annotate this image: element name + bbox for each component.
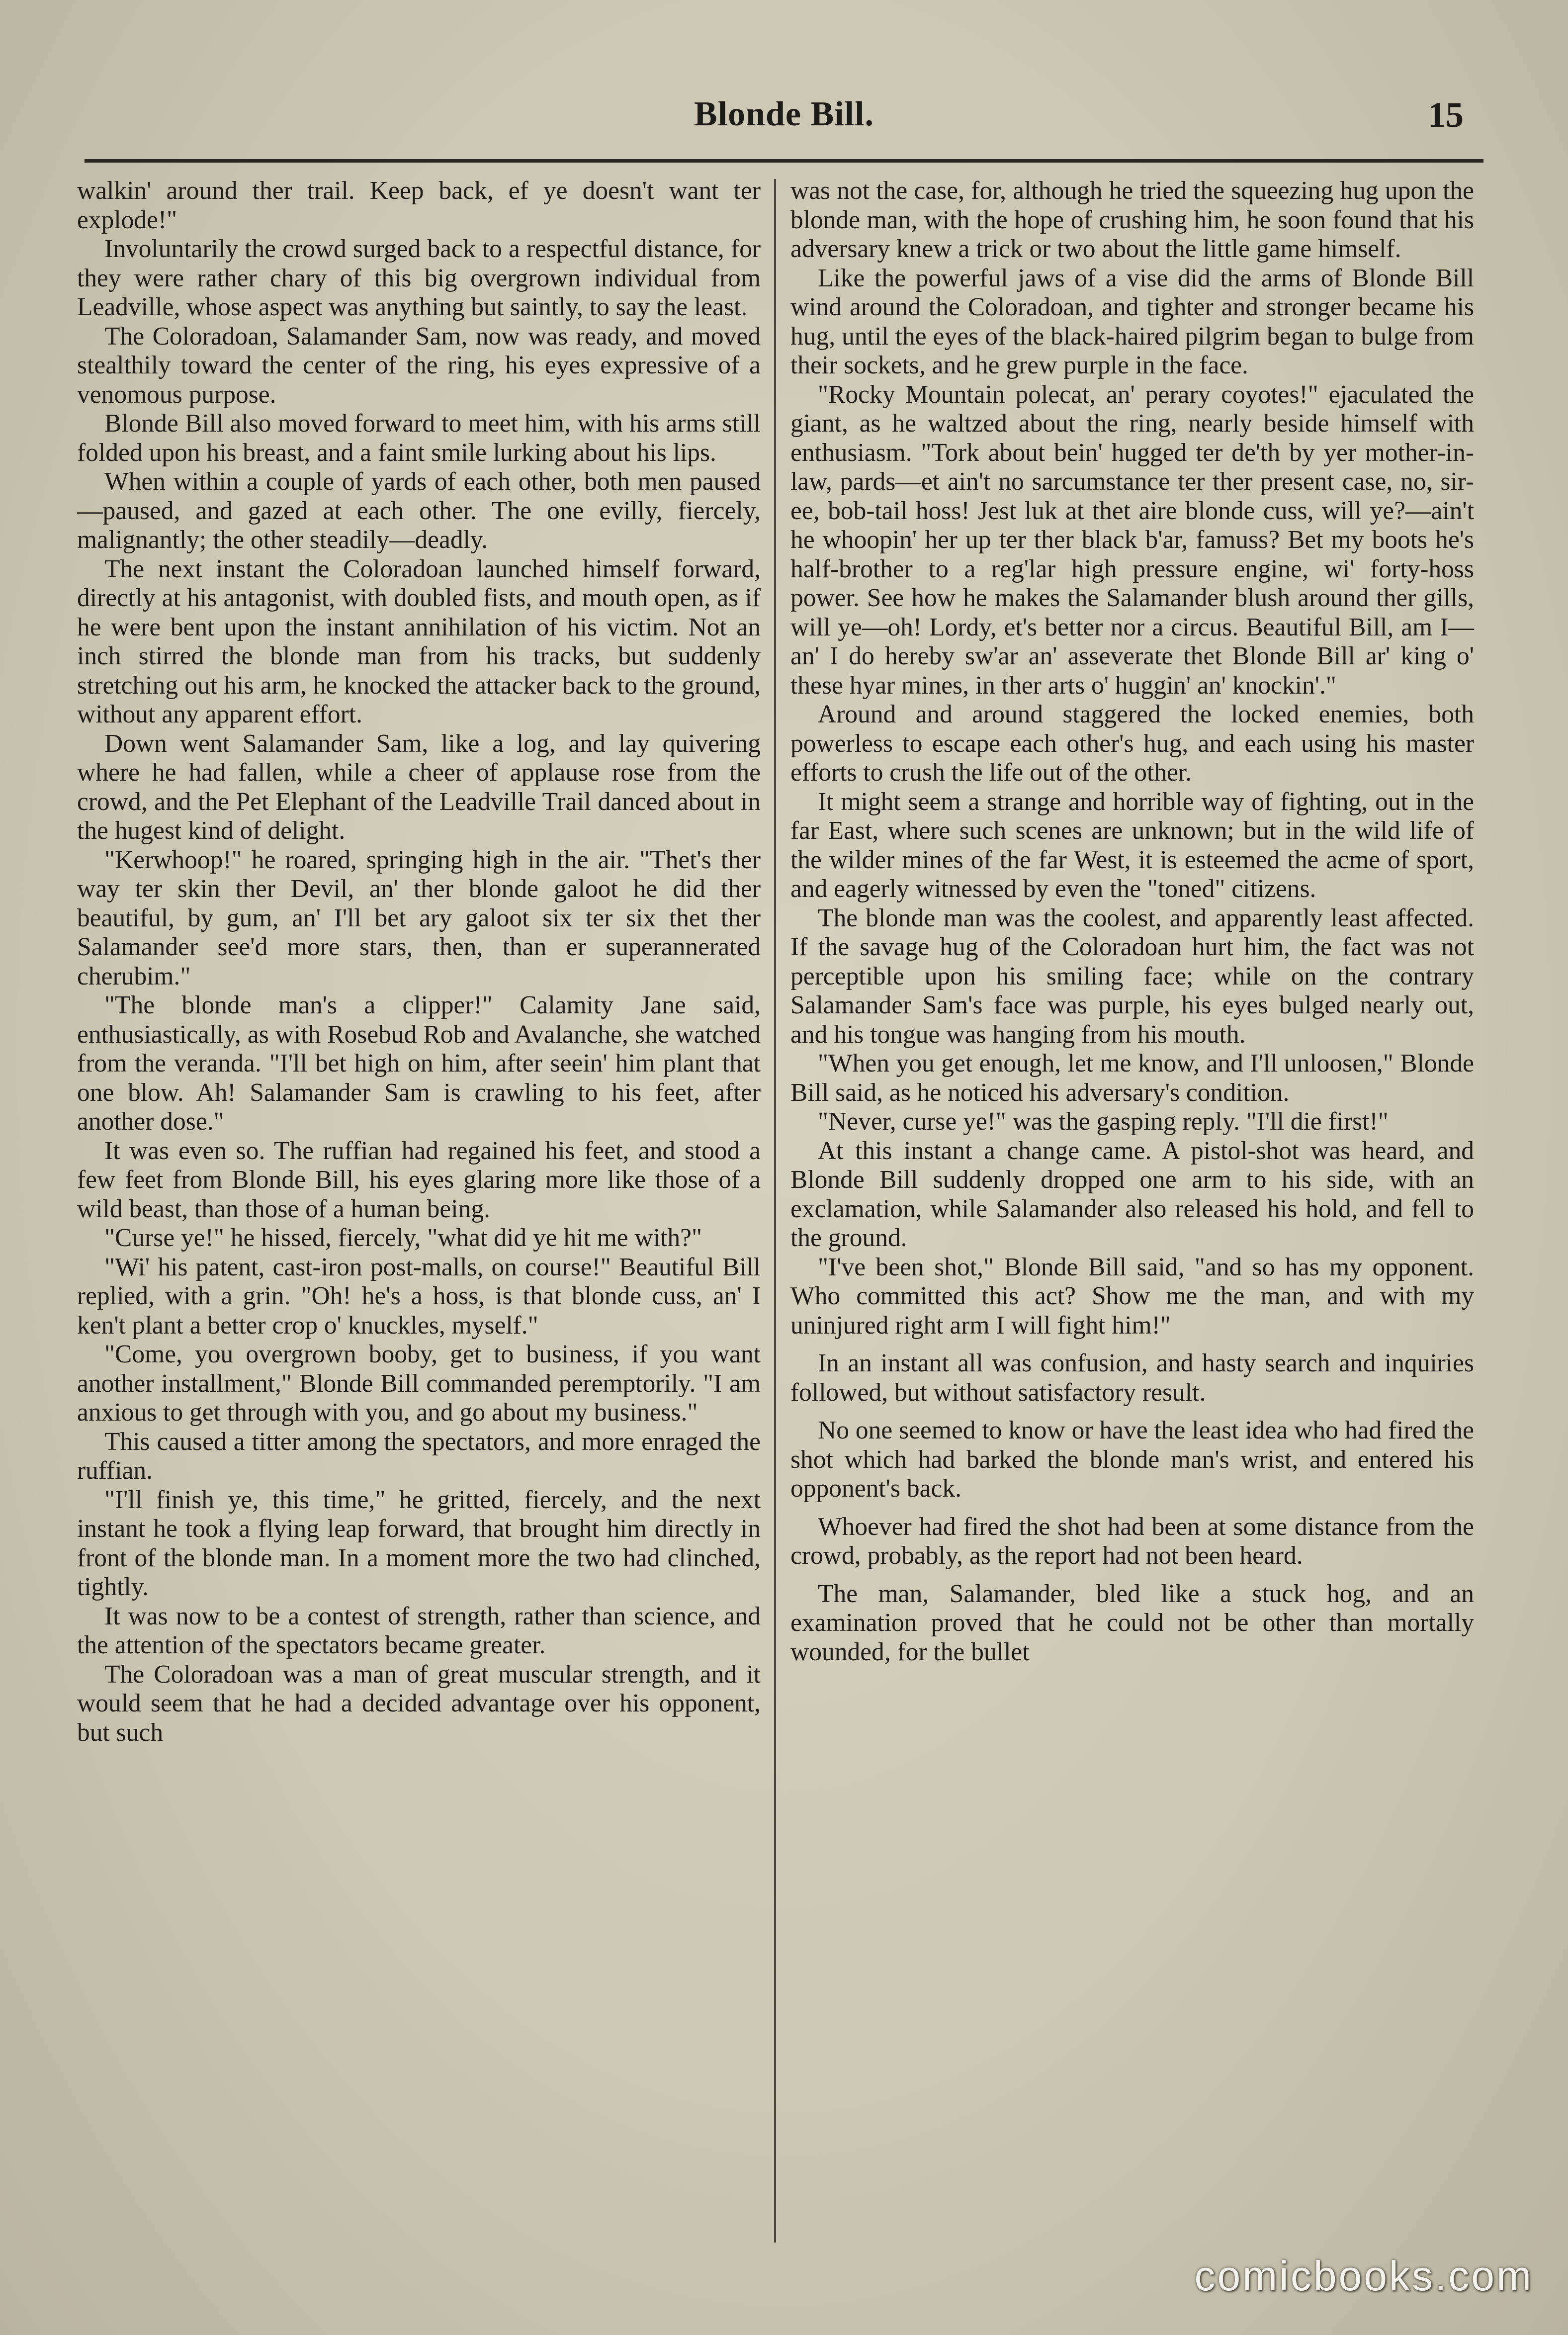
paragraph: This caused a titter among the spectators, and more enraged the ruffian. [77, 1427, 761, 1485]
paragraph: "Come, you overgrown booby, get to business, if you want another installment," Blonde Bill commanded peremptorily. "I am anxious to get through with you, and go about my business." [77, 1340, 761, 1427]
paragraph: Blonde Bill also moved forward to meet him, with his arms still folded upon his breast, and a faint smile lurking about his lips. [77, 409, 761, 467]
paragraph: "The blonde man's a clipper!" Calamity Jane said, enthusiastically, as with Rosebud Rob and Avalanche, she watched from the veranda. "I'll bet high on him, after seein' him plant that one blow. Ah! Salamander Sam is crawling to his feet, after another dose." [77, 991, 761, 1136]
paragraph: "Rocky Mountain polecat, an' perary coyotes!" ejaculated the giant, as he waltzed about the ring, nearly beside himself with enthusiasm. "Tork about bein' hugged ter de'th by yer mother-in-law, pards—et ain't no sarcumstance ter ther present case, no, sir-ee, bob-tail hoss! Jest luk at thet aire blonde cuss, will ye?—ain't he whoopin' her up ter ther black b'ar, famuss? Bet my boots he's half-brother to a reg'lar high pressure engine, wi' forty-hoss power. See how he makes the Salamander blush around ther gills, will ye—oh! Lordy, et's better nor a circus. Beautiful Bill, am I—an' I do hereby sw'ar an' asseverate thet Blonde Bill ar' king o' these hyar mines, in ther arts o' huggin' an' knockin'." [790, 380, 1474, 700]
paragraph: "When you get enough, let me know, and I'll unloosen," Blonde Bill said, as he noticed his adversary's condition. [790, 1049, 1474, 1107]
paragraph: In an instant all was confusion, and hasty search and inquiries followed, but without satisfactory result. [790, 1349, 1474, 1407]
paragraph: Around and around staggered the locked enemies, both powerless to escape each other's hug, and each using his master efforts to crush the life out of the other. [790, 700, 1474, 787]
paragraph: The man, Salamander, bled like a stuck hog, and an examination proved that he could not be other than mortally wounded, for the bullet [790, 1579, 1474, 1666]
column-divider [774, 179, 776, 2243]
paragraph: The Coloradoan, Salamander Sam, now was ready, and moved stealthily toward the center of the ring, his eyes expressive of a venomous purpose. [77, 322, 761, 409]
paragraph: When within a couple of yards of each other, both men paused—paused, and gazed at each other. The one evilly, fiercely, malignantly; the other steadily—deadly. [77, 467, 761, 554]
paragraph: "I've been shot," Blonde Bill said, "and so has my opponent. Who committed this act? Show me the man, and with my uninjured right arm I will fight him!" [790, 1253, 1474, 1340]
paragraph: At this instant a change came. A pistol-shot was heard, and Blonde Bill suddenly dropped one arm to his side, with an exclamation, while Salamander also released his hold, and fell to the ground. [790, 1136, 1474, 1252]
header-rule [85, 159, 1483, 163]
paragraph: The next instant the Coloradoan launched himself forward, directly at his antagonist, with doubled fists, and mouth open, as if he were bent upon the instant annihilation of his victim. Not an inch stirred the blonde man from his tracks, but suddenly stretching out his arm, he knocked the attacker back to the ground, without any apparent effort. [77, 554, 761, 728]
paragraph: It was even so. The ruffian had regained his feet, and stood a few feet from Blonde Bill, his eyes glaring more like those of a wild beast, than those of a human being. [77, 1136, 761, 1223]
paragraph: Whoever had fired the shot had been at some distance from the crowd, probably, as the report had not been heard. [790, 1512, 1474, 1570]
paragraph: It was now to be a contest of strength, rather than science, and the attention of the spectators became greater. [77, 1602, 761, 1659]
paragraph: was not the case, for, although he tried the squeezing hug upon the blonde man, with the hope of crushing him, he soon found that his adversary knew a trick or two about the little game himself. [790, 177, 1474, 263]
left-column [77, 177, 761, 1747]
paragraph: "Never, curse ye!" was the gasping reply. "I'll die first!" [818, 1107, 1389, 1136]
paragraph: No one seemed to know or have the least idea who had fired the shot which had barked the blonde man's wrist, and entered his opponent's back. [790, 1416, 1474, 1503]
page-number: 15 [1428, 95, 1464, 135]
paragraph: "I'll finish ye, this time," he gritted, fiercely, and the next instant he took a flying leap forward, that brought him directly in front of the blonde man. In a moment more the two had clinched, tightly. [77, 1485, 761, 1601]
watermark: comicbooks.com [1194, 2252, 1533, 2299]
paragraph: The blonde man was the coolest, and apparently least affected. If the savage hug of the Coloradoan hurt him, the fact was not perceptible upon his smiling face; while on the contrary Salamander Sam's face was purple, his eyes bulged nearly out, and his tongue was hanging from his mouth. [790, 903, 1474, 1049]
paragraph: Down went Salamander Sam, like a log, and lay quivering where he had fallen, while a cheer of applause rose from the crowd, and the Pet Elephant of the Leadville Trail danced about in the hugest kind of delight. [77, 729, 761, 845]
paragraph: The Coloradoan was a man of great muscular strength, and it would seem that he had a decided advantage over his opponent, but such [77, 1660, 761, 1747]
running-title: Blonde Bill. [694, 95, 874, 133]
paragraph: It might seem a strange and horrible way of fighting, out in the far East, where such scenes are unknown; but in the wild life of the wilder mines of the far West, it is esteemed the acme of sport, and eagerly witnessed by even the "toned" citizens. [790, 787, 1474, 903]
paragraph: "Wi' his patent, cast-iron post-malls, on course!" Beautiful Bill replied, with a grin. "Oh! he's a hoss, is that blonde cuss, an' I ken't plant a better crop o' knuckles, myself." [77, 1253, 761, 1340]
paragraph: Like the powerful jaws of a vise did the arms of Blonde Bill wind around the Coloradoan, and tighter and stronger became his hug, until the eyes of the black-haired pilgrim began to bulge from their sockets, and he grew purple in the face. [790, 264, 1474, 379]
paragraph: Involuntarily the crowd surged back to a respectful distance, for they were rather chary of this big overgrown individual from Leadville, whose aspect was anything but saintly, to say the least. [77, 235, 761, 321]
paragraph: "Curse ye!" he hissed, fiercely, "what did ye hit me with?" [104, 1224, 702, 1252]
paragraph: "Kerwhoop!" he roared, springing high in the air. "Thet's ther way ter skin ther Devil, an' ther blonde galoot he did ther beautiful, by gum, an' I'll bet ary galoot six ter six thet ther Salamander see'd more stars, then, than er superannerated cherubim." [77, 845, 761, 990]
right-column [790, 177, 1474, 1667]
page-header [85, 80, 1483, 154]
paragraph: walkin' around ther trail. Keep back, ef ye doesn't want ter explode!" [77, 177, 761, 234]
